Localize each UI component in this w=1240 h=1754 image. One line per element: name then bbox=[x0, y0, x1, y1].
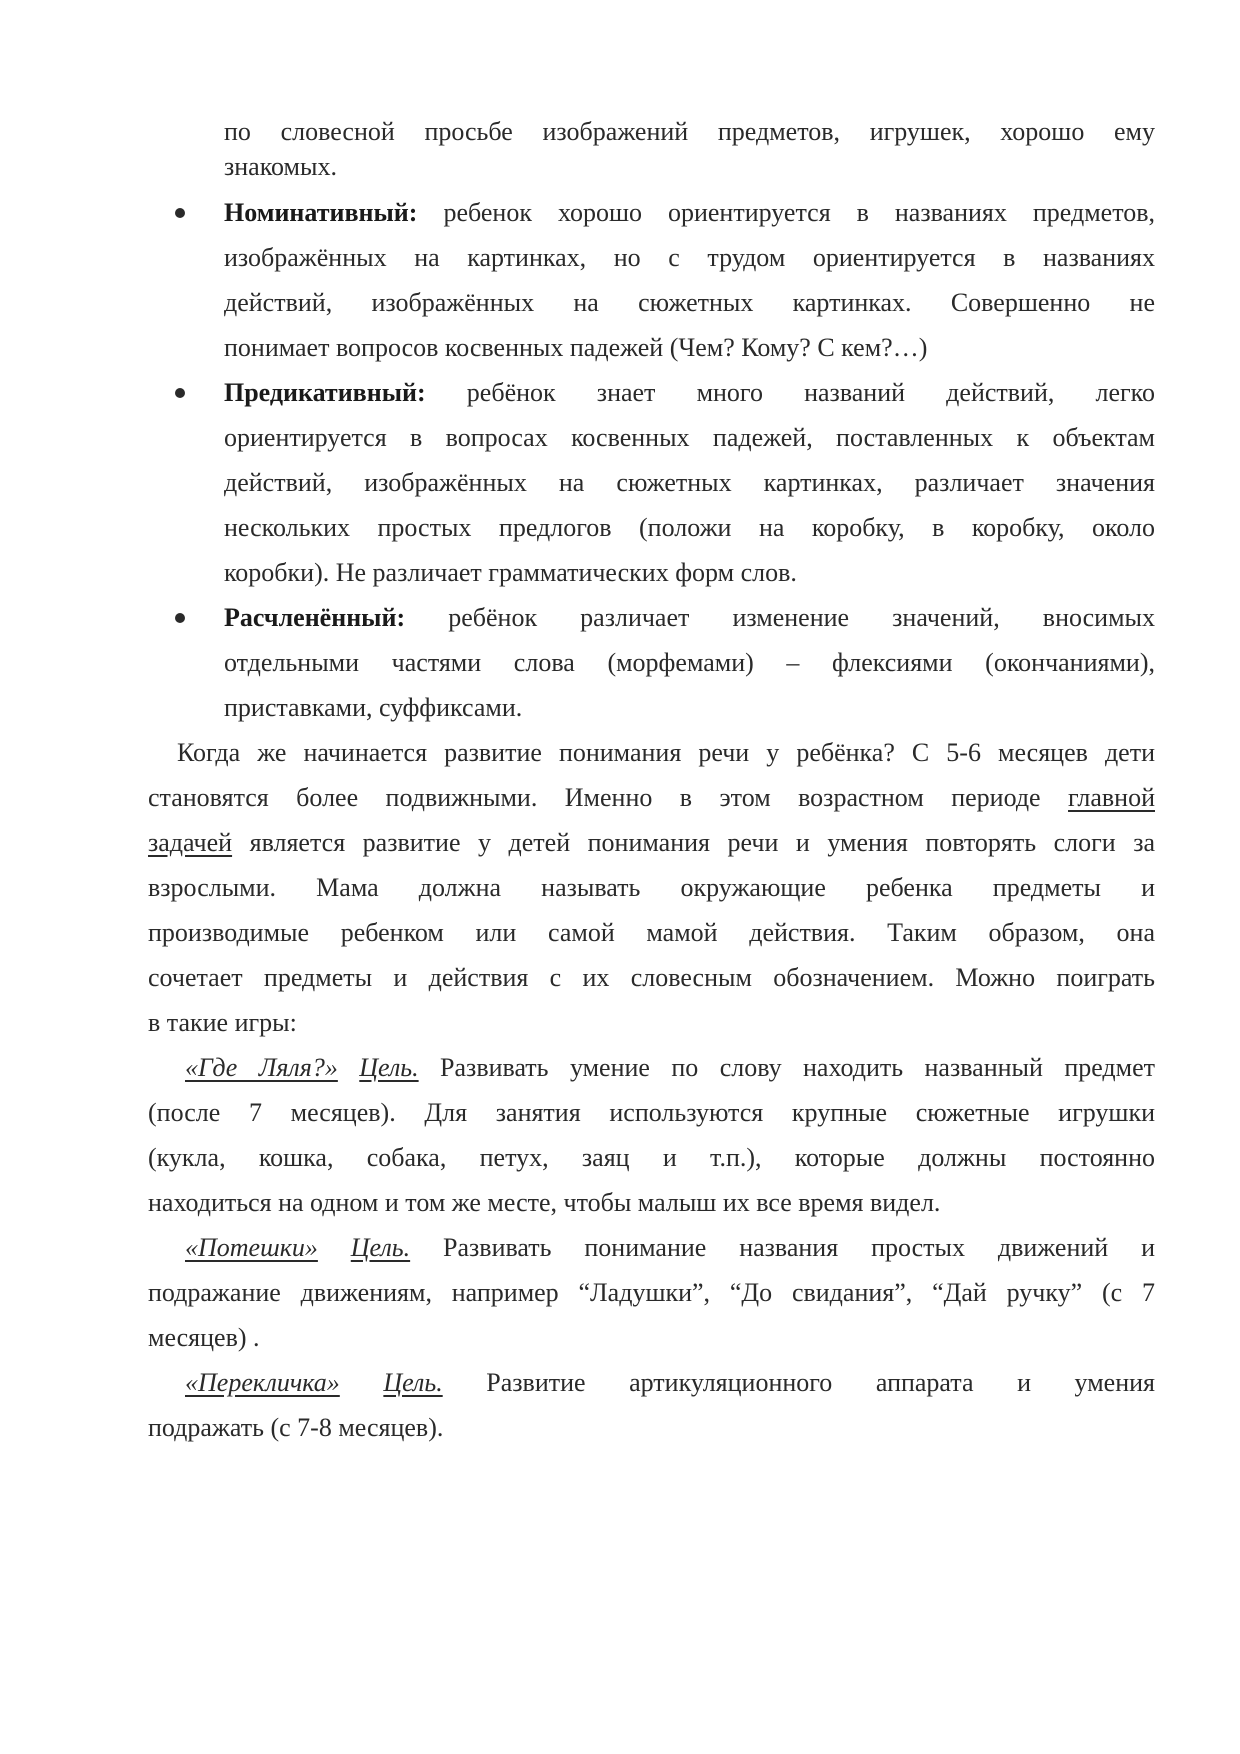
game-title: «Перекличка» bbox=[185, 1368, 340, 1397]
text-span: знакомых. bbox=[224, 152, 337, 181]
list-item-dissected bbox=[224, 603, 1155, 633]
text-span: действий, изображённых на сюжетных картинках. Совершенно не bbox=[224, 288, 1155, 317]
text-span: ребёнок различает изменение значений, вносимых bbox=[448, 603, 1155, 632]
text-span: Развитие артикуляционного аппарата и умения bbox=[486, 1368, 1155, 1397]
text-span: приставками, суффиксами. bbox=[224, 693, 523, 722]
text-line bbox=[148, 1143, 1155, 1173]
text-span: подражать (с 7-8 месяцев). bbox=[148, 1413, 444, 1442]
text-span: является развитие у детей понимания речи и умения повторять слоги за bbox=[249, 828, 1155, 857]
text-line bbox=[148, 1278, 1155, 1308]
text-line bbox=[224, 648, 1155, 678]
text-span: производимые ребенком или самой мамой действия. Таким образом, она bbox=[148, 918, 1155, 947]
text-span: по словесной просьбе изображений предметов, игрушек, хорошо ему bbox=[224, 117, 1155, 146]
term-nominative: Номинативный: bbox=[224, 198, 418, 227]
text-span: (кукла, кошка, собака, петух, заяц и т.п.), которые должны постоянно bbox=[148, 1143, 1155, 1172]
text-span: находиться на одном и том же месте, чтобы малыш их все время видел. bbox=[148, 1188, 941, 1217]
text-span: становятся более подвижными. Именно в этом возрастном периоде bbox=[148, 783, 1041, 812]
text-span: ребенок хорошо ориентируется в названиях предметов, bbox=[443, 198, 1155, 227]
list-item-nominative bbox=[224, 198, 1155, 228]
text-span: в такие игры: bbox=[148, 1008, 297, 1037]
text-span: изображённых на картинках, но с трудом ориентируется в названиях bbox=[224, 243, 1155, 272]
list-item-predicative bbox=[224, 378, 1155, 408]
game-where-lyalya bbox=[185, 1053, 1155, 1083]
text-line bbox=[224, 513, 1155, 543]
bullet-icon bbox=[175, 208, 185, 218]
text-span: Когда же начинается развитие понимания речи у ребёнка? С 5-6 месяцев дети bbox=[177, 738, 1155, 767]
text-line bbox=[148, 783, 1155, 813]
text-line bbox=[224, 423, 1155, 453]
text-span: месяцев) . bbox=[148, 1323, 260, 1352]
text-line bbox=[224, 288, 1155, 318]
text-line bbox=[148, 873, 1155, 903]
goal-label: Цель. bbox=[359, 1053, 419, 1082]
text-line bbox=[148, 1323, 1155, 1353]
text-span: (после 7 месяцев). Для занятия используются крупные сюжетные игрушки bbox=[148, 1098, 1155, 1127]
term-dissected: Расчленённый: bbox=[224, 603, 406, 632]
text-line bbox=[224, 152, 1155, 182]
text-line bbox=[224, 333, 1155, 363]
text-line bbox=[224, 243, 1155, 273]
text-span: подражание движениям, например “Ладушки”, “До свидания”, “Дай ручку” (с 7 bbox=[148, 1278, 1155, 1307]
bullet-icon bbox=[175, 613, 185, 623]
text-line bbox=[148, 1098, 1155, 1128]
text-span: отдельными частями слова (морфемами) – флексиями (окончаниями), bbox=[224, 648, 1155, 677]
bullet-icon bbox=[175, 388, 185, 398]
text-span: сочетает предметы и действия с их словесным обозначением. Можно поиграть bbox=[148, 963, 1155, 992]
term-predicative: Предикативный: bbox=[224, 378, 426, 407]
text-line bbox=[224, 468, 1155, 498]
goal-label: Цель. bbox=[383, 1368, 443, 1397]
text-line bbox=[148, 1413, 1155, 1443]
underlined-phrase: задачей bbox=[148, 828, 233, 857]
text-line bbox=[177, 738, 1155, 768]
game-pereklichka bbox=[185, 1368, 1155, 1398]
text-span: действий, изображённых на сюжетных картинках, различает значения bbox=[224, 468, 1155, 497]
underlined-phrase: главной bbox=[1068, 783, 1155, 812]
text-span: Развивать умение по слову находить названный предмет bbox=[440, 1053, 1155, 1082]
text-line bbox=[224, 558, 1155, 588]
goal-label: Цель. bbox=[350, 1233, 411, 1262]
text-line bbox=[148, 1188, 1155, 1218]
text-span: ориентируется в вопросах косвенных падежей, поставленных к объектам bbox=[224, 423, 1155, 452]
text-line bbox=[148, 1008, 1155, 1038]
game-title: «Где Ляля?» bbox=[185, 1053, 338, 1082]
text-line bbox=[148, 918, 1155, 948]
text-span: взрослыми. Мама должна называть окружающие ребенка предметы и bbox=[148, 873, 1155, 902]
text-span: понимает вопросов косвенных падежей (Чем? Кому? С кем?…) bbox=[224, 333, 928, 362]
text-span: нескольких простых предлогов (положи на коробку, в коробку, около bbox=[224, 513, 1155, 542]
game-poteshki bbox=[185, 1233, 1155, 1263]
text-span: Развивать понимание названия простых движений и bbox=[443, 1233, 1155, 1262]
text-span: коробки). Не различает грамматических форм слов. bbox=[224, 558, 797, 587]
text-line bbox=[148, 828, 1155, 858]
text-span: ребёнок знает много названий действий, легко bbox=[466, 378, 1155, 407]
text-line bbox=[224, 693, 1155, 723]
text-line bbox=[148, 963, 1155, 993]
text-line bbox=[224, 117, 1155, 147]
game-title: «Потешки» bbox=[185, 1233, 318, 1262]
